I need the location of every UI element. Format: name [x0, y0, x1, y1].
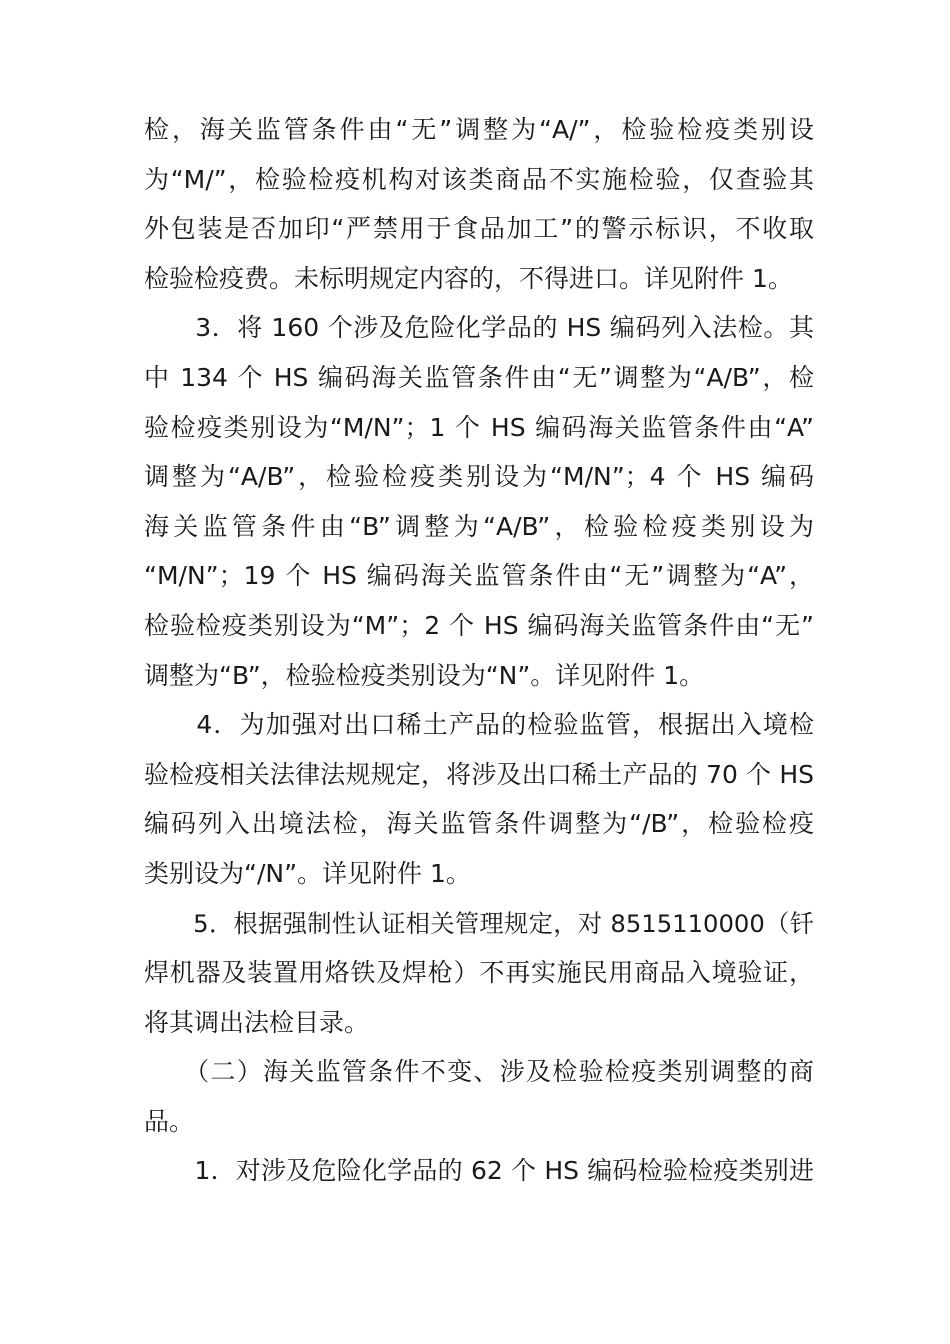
text-line: 将其调出法检目录。	[144, 1007, 370, 1037]
text-line: “M/N”；19 个 HS 编码海关监管条件由“无”调整为“A”，	[144, 561, 814, 591]
text-line: 检，海关监管条件由“无”调整为“A/”，检验检疫类别设	[144, 115, 814, 144]
text-line: 4．为加强对出口稀土产品的检验监管，根据出入境检	[144, 710, 814, 740]
text-line: 调整为“B”，检验检疫类别设为“N”。详见附件 1。	[144, 660, 705, 690]
text-line: 海关监管条件由“B”调整为“A/B”，检验检疫类别设为	[144, 511, 814, 541]
text-line: 检验检疫类别设为“M”；2 个 HS 编码海关监管条件由“无”	[144, 610, 814, 640]
text-line: 5．根据强制性认证相关管理规定，对 8515110000（钎	[144, 908, 814, 938]
text-line: 3．将 160 个涉及危险化学品的 HS 编码列入法检。其	[144, 313, 814, 343]
text-line: 外包装是否加印“严禁用于食品加工”的警示标识，不收取	[144, 214, 814, 244]
document-body	[144, 105, 814, 1196]
text-line: 类别设为“/N”。详见附件 1。	[144, 858, 471, 888]
text-line: 编码列入出境法检，海关监管条件调整为“/B”，检验检疫	[144, 809, 814, 839]
text-line: 调整为“A/B”，检验检疫类别设为“M/N”；4 个 HS 编码	[144, 462, 814, 492]
text-line: 焊机器及装置用烙铁及焊枪）不再实施民用商品入境验证，	[144, 958, 814, 988]
text-line: 验检疫相关法律法规规定，将涉及出口稀土产品的 70 个 HS	[144, 759, 814, 789]
text-line: 为“M/”，检验检疫机构对该类商品不实施检验，仅查验其	[144, 164, 814, 194]
text-line: 中 134 个 HS 编码海关监管条件由“无”调整为“A/B”，检	[144, 362, 814, 392]
text-line: （二）海关监管条件不变、涉及检验检疫类别调整的商	[144, 1057, 814, 1087]
text-line: 验检疫类别设为“M/N”；1 个 HS 编码海关监管条件由“A”	[144, 412, 814, 442]
text-line: 1．对涉及危险化学品的 62 个 HS 编码检验检疫类别进	[144, 1156, 814, 1186]
text-line: 品。	[144, 1106, 195, 1136]
text-line: 检验检疫费。未标明规定内容的，不得进口。详见附件 1。	[144, 263, 793, 293]
